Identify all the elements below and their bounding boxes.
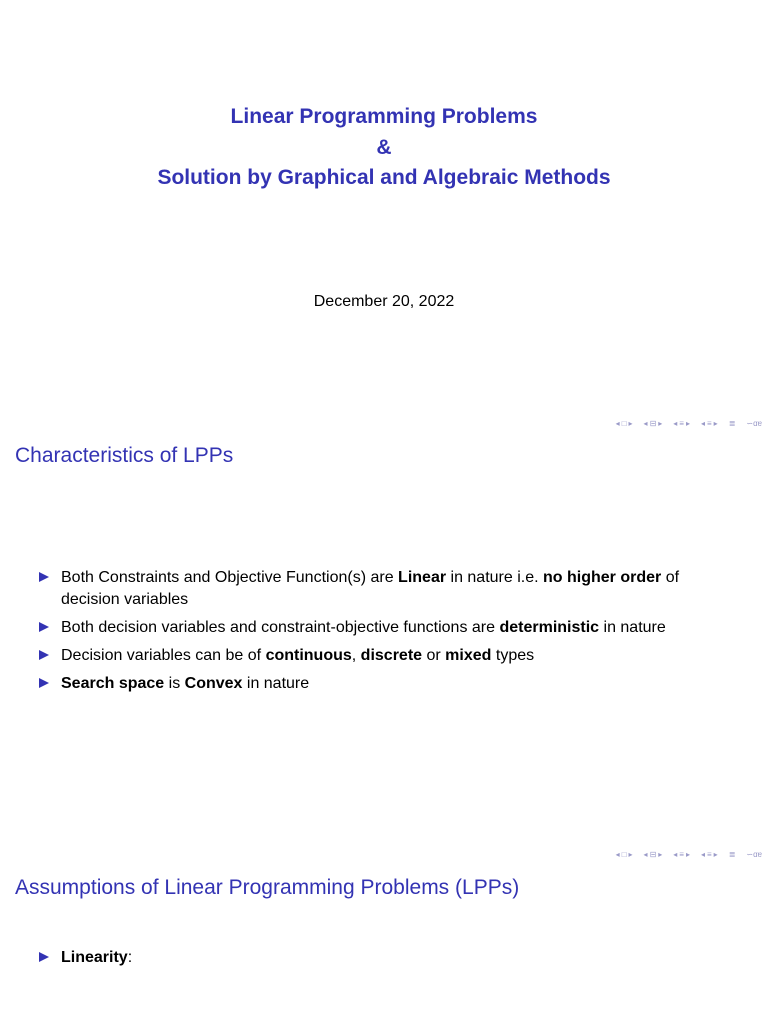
nav-doc-icon[interactable]: ≡: [707, 849, 712, 859]
nav-frame-icon[interactable]: □: [621, 418, 627, 428]
bullet-triangle-icon: [39, 650, 49, 660]
nav-next-section-icon[interactable]: ▸: [658, 418, 663, 428]
nav-next-subsection-icon[interactable]: ▸: [685, 849, 690, 859]
nav-subsection-icon[interactable]: ≡: [679, 849, 684, 859]
frame-title-characteristics: Characteristics of LPPs: [15, 444, 234, 467]
nav-search-icon[interactable]: ∽ɑɐ: [746, 418, 762, 428]
nav-frame-icon[interactable]: □: [621, 849, 627, 859]
nav-prev-subsection-icon[interactable]: ◂: [673, 418, 678, 428]
title-line-3: Solution by Graphical and Algebraic Methods: [157, 166, 611, 189]
bullet-triangle-icon: [39, 622, 49, 632]
assumptions-list: [39, 947, 719, 975]
list-item: Search space is Convex in nature: [39, 673, 719, 695]
title-line-1: Linear Programming Problems: [230, 105, 538, 128]
presentation-date: December 20, 2022: [313, 293, 455, 310]
nav-next-frame-icon[interactable]: ▸: [628, 418, 633, 428]
list-item: Both decision variables and constraint-objective functions are deterministic in nature: [39, 617, 719, 639]
nav-next-section-icon[interactable]: ▸: [658, 849, 663, 859]
nav-align-icon[interactable]: ≣: [728, 849, 736, 859]
bullet-triangle-icon: [39, 678, 49, 688]
nav-prev-section-icon[interactable]: ◂: [643, 418, 648, 428]
nav-section-icon[interactable]: ⊟: [649, 849, 657, 859]
bullet-triangle-icon: [39, 572, 49, 582]
nav-prev-doc-icon[interactable]: ◂: [700, 849, 705, 859]
list-item: Linearity:: [39, 947, 719, 969]
title-line-2: &: [376, 135, 392, 159]
list-item: Both Constraints and Objective Function(s) are Linear in nature i.e. no higher order of decision variables: [39, 567, 719, 611]
nav-prev-subsection-icon[interactable]: ◂: [673, 849, 678, 859]
bullet-triangle-icon: [39, 952, 49, 962]
nav-subsection-icon[interactable]: ≡: [679, 418, 684, 428]
nav-doc-icon[interactable]: ≡: [707, 418, 712, 428]
nav-next-doc-icon[interactable]: ▸: [713, 849, 718, 859]
characteristics-list: [39, 567, 719, 701]
nav-prev-section-icon[interactable]: ◂: [643, 849, 648, 859]
nav-search-icon[interactable]: ∽ɑɐ: [746, 849, 762, 859]
nav-prev-frame-icon[interactable]: ◂: [615, 418, 620, 428]
nav-prev-frame-icon[interactable]: ◂: [615, 849, 620, 859]
list-item: Decision variables can be of continuous, discrete or mixed types: [39, 645, 719, 667]
presentation-title: [0, 102, 768, 194]
beamer-nav-bar: [616, 847, 762, 861]
beamer-nav-bar: [616, 416, 762, 430]
nav-align-icon[interactable]: ≣: [728, 418, 736, 428]
frame-title-assumptions: Assumptions of Linear Programming Problems (LPPs): [15, 876, 520, 899]
nav-section-icon[interactable]: ⊟: [649, 418, 657, 428]
nav-next-frame-icon[interactable]: ▸: [628, 849, 633, 859]
nav-next-doc-icon[interactable]: ▸: [713, 418, 718, 428]
nav-prev-doc-icon[interactable]: ◂: [700, 418, 705, 428]
nav-next-subsection-icon[interactable]: ▸: [685, 418, 690, 428]
